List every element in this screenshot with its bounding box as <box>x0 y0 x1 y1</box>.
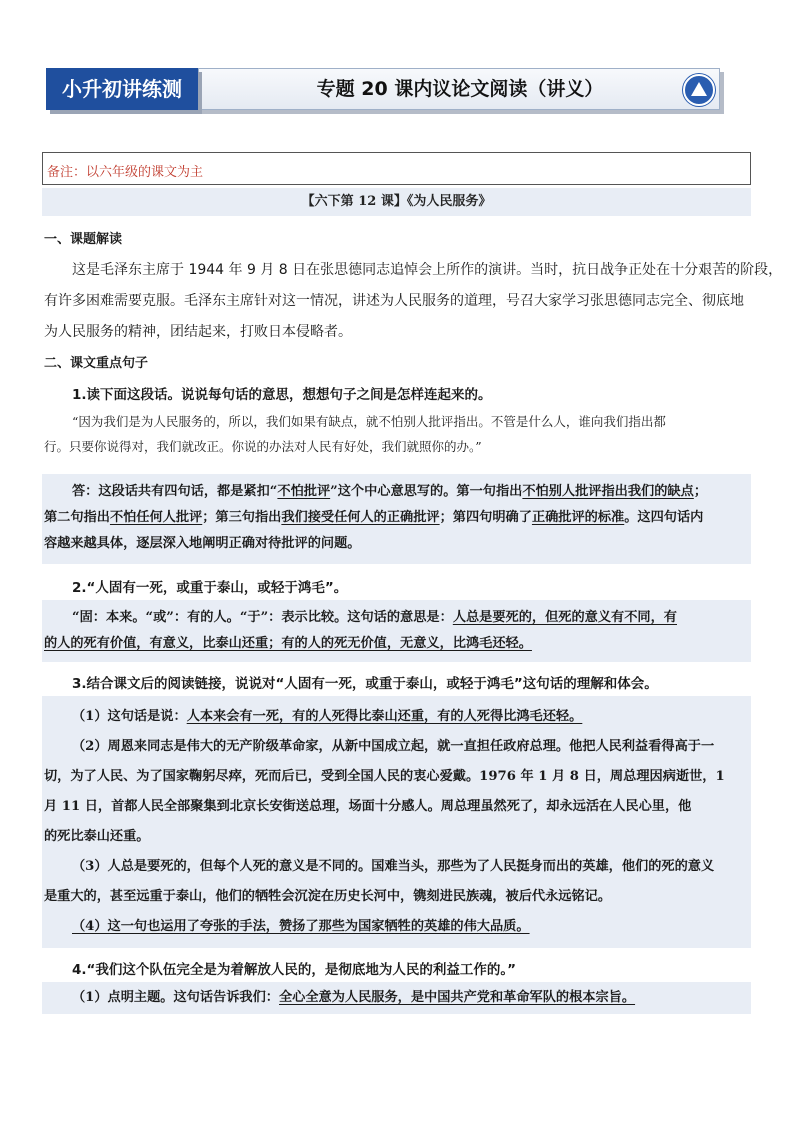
body-line: 有许多困难需要克服。毛泽东主席针对这一情况，讲述为人民服务的道理，号召大家学习张思德同志完全、彻底地 <box>44 293 744 309</box>
body-line: 这是毛泽东主席于 1944 年 9 月 8 日在张思德同志追悼会上所作的演讲。当时，抗日战争正处在十分艰苦的阶段， <box>72 262 783 278</box>
q3-title: 3.结合课文后的阅读链接，说说对“人固有一死，或重于泰山，或轻于鸿毛”这句话的理解和体会。 <box>72 676 658 692</box>
answer-key: 不怕别人批评指出我们的缺点 <box>522 484 694 499</box>
answer-key: 我们接受任何人的正确批评 <box>281 510 440 525</box>
note-box <box>42 152 751 185</box>
answer-line: 是重大的，甚至远重于泰山，他们的牺牲会沉淀在历史长河中，镌刻进民族魂，被后代永远铭记。 <box>44 889 612 904</box>
section1-heading: 一、课题解读 <box>44 232 123 247</box>
q1-answer <box>44 479 707 557</box>
answer-key: 人本来会有一死，有的人死得比泰山还重，有的人死得比鸿毛还轻。 <box>186 709 583 724</box>
answer-key: 不怕批评 <box>277 484 331 499</box>
answer-key: 人总是要死的，但死的意义有不同，有 <box>452 610 677 625</box>
answer-text: “固：本来。“或”：有的人。“于”：表示比较。这句话的意思是： <box>72 610 453 625</box>
note-text: 备注：以六年级的课文为主 <box>47 165 204 180</box>
answer-line: 的人的死有价值，有意义，比泰山还重；有的人的死无价值，无意义，比鸿毛还轻。 <box>44 636 532 651</box>
answer-line <box>44 479 707 505</box>
q1-quote <box>44 409 666 459</box>
answer-line: 容越来越具体，逐层深入地阐明正确对待批评的问题。 <box>44 536 361 551</box>
answer-line <box>44 702 725 732</box>
answer-line <box>44 505 707 531</box>
answer-text: 第二句指出 <box>44 510 110 525</box>
quote-line: 行。只要你说得对，我们就改正。你说的办法对人民有好处，我们就照你的办。” <box>44 439 482 454</box>
answer-text: ；第三句指出 <box>202 510 282 525</box>
answer-text: ；第四句明确了 <box>439 510 532 525</box>
quote-line: “因为我们是为人民服务的，所以，我们如果有缺点，就不怕别人批评指出。不管是什么人，谁向我们指出都 <box>72 414 666 429</box>
answer-key: （4）这一句也运用了夸张的手法，赞扬了那些为国家牺牲的英雄的伟大品质。 <box>72 919 530 934</box>
q1-title: 1.读下面这段话。说说每句话的意思，想想句子之间是怎样连起来的。 <box>72 387 492 403</box>
section1-body <box>44 255 782 348</box>
q4-title: 4.“我们这个队伍完全是为着解放人民的，是彻底地为人民的利益工作的。” <box>72 962 517 978</box>
series-badge: 小升初讲练测 <box>46 68 198 110</box>
q2-answer <box>44 605 677 657</box>
answer-line: 月 11 日，首都人民全部聚集到北京长安街送总理，场面十分感人。周总理虽然死了，却永远活在人民心里，他 <box>44 799 692 814</box>
answer-text: 。这四句话内 <box>624 510 704 525</box>
lesson-title: 【六下第 12 课】《为人民服务》 <box>301 194 492 209</box>
triangle-logo-icon <box>683 74 715 106</box>
answer-key: 不怕任何人批评 <box>109 510 203 525</box>
answer-line: （2）周恩来同志是伟大的无产阶级革命家，从新中国成立起，就一直担任政府总理。他把人民利益看得高于一 <box>72 739 715 754</box>
answer-text: （1）点明主题。这句话告诉我们： <box>72 990 279 1005</box>
answer-line: 的死比泰山还重。 <box>44 829 150 844</box>
answer-text: （1）这句话是说： <box>72 709 187 724</box>
page-title: 专题 20 课内议论文阅读（讲义） <box>316 78 604 100</box>
answer-text: 答：这段话共有四句话，都是紧扣“ <box>72 484 278 499</box>
answer-line <box>44 605 677 631</box>
q3-answer <box>44 702 725 942</box>
answer-line <box>44 985 635 1011</box>
body-line: 为人民服务的精神，团结起来，打败日本侵略者。 <box>44 324 352 340</box>
q2-title: 2.“人固有一死，或重于泰山，或轻于鸿毛”。 <box>72 580 348 596</box>
answer-line: 切，为了人民、为了国家鞠躬尽瘁，死而后已，受到全国人民的衷心爱戴。1976 年 1 月 8 日，周总理因病逝世，1 <box>44 769 725 784</box>
answer-line <box>44 912 725 942</box>
answer-text: ； <box>693 484 707 499</box>
answer-key: 全心全意为人民服务，是中国共产党和革命军队的根本宗旨。 <box>279 990 636 1005</box>
q4-answer <box>44 985 635 1011</box>
answer-line: （3）人总是要死的，但每个人死的意义是不同的。国难当头，那些为了人民挺身而出的英雄，他们的死的意义 <box>72 859 715 874</box>
section2-heading: 二、课文重点句子 <box>44 356 149 371</box>
answer-text: ”这个中心意思写的。第一句指出 <box>330 484 523 499</box>
answer-key: 正确批评的标准 <box>531 510 625 525</box>
